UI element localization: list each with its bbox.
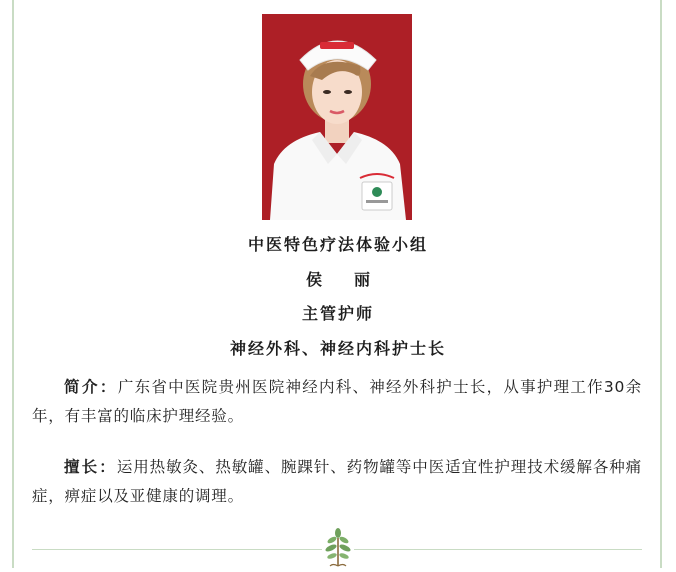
name-char-2: 丽 [354,270,371,289]
group-name: 中医特色疗法体验小组 [247,235,428,254]
person-name [0,270,676,290]
skill-text: 运用热敏灸、热敏罐、腕踝针、药物罐等中医适宜性护理技术缓解各种痛症，痹症以及亚健康的调理。 [32,458,642,505]
skill-label: 擅长 [64,458,100,476]
department: 神经外科、神经内科护士长 [229,339,446,358]
intro-paragraph [32,373,642,431]
skill-paragraph [32,453,642,511]
skill-colon: ： [99,458,117,476]
intro-text: 广东省中医院贵州医院神经内科、神经外科护士长，从事护理工作30余年，有丰富的临床护理经验。 [32,378,642,425]
job-title: 主管护师 [301,304,374,323]
nurse-portrait [262,14,412,220]
sprig-icon [322,526,354,568]
intro-label: 简介 [64,378,100,396]
name-char-1: 侯 [305,270,322,289]
intro-colon: ： [99,378,118,396]
